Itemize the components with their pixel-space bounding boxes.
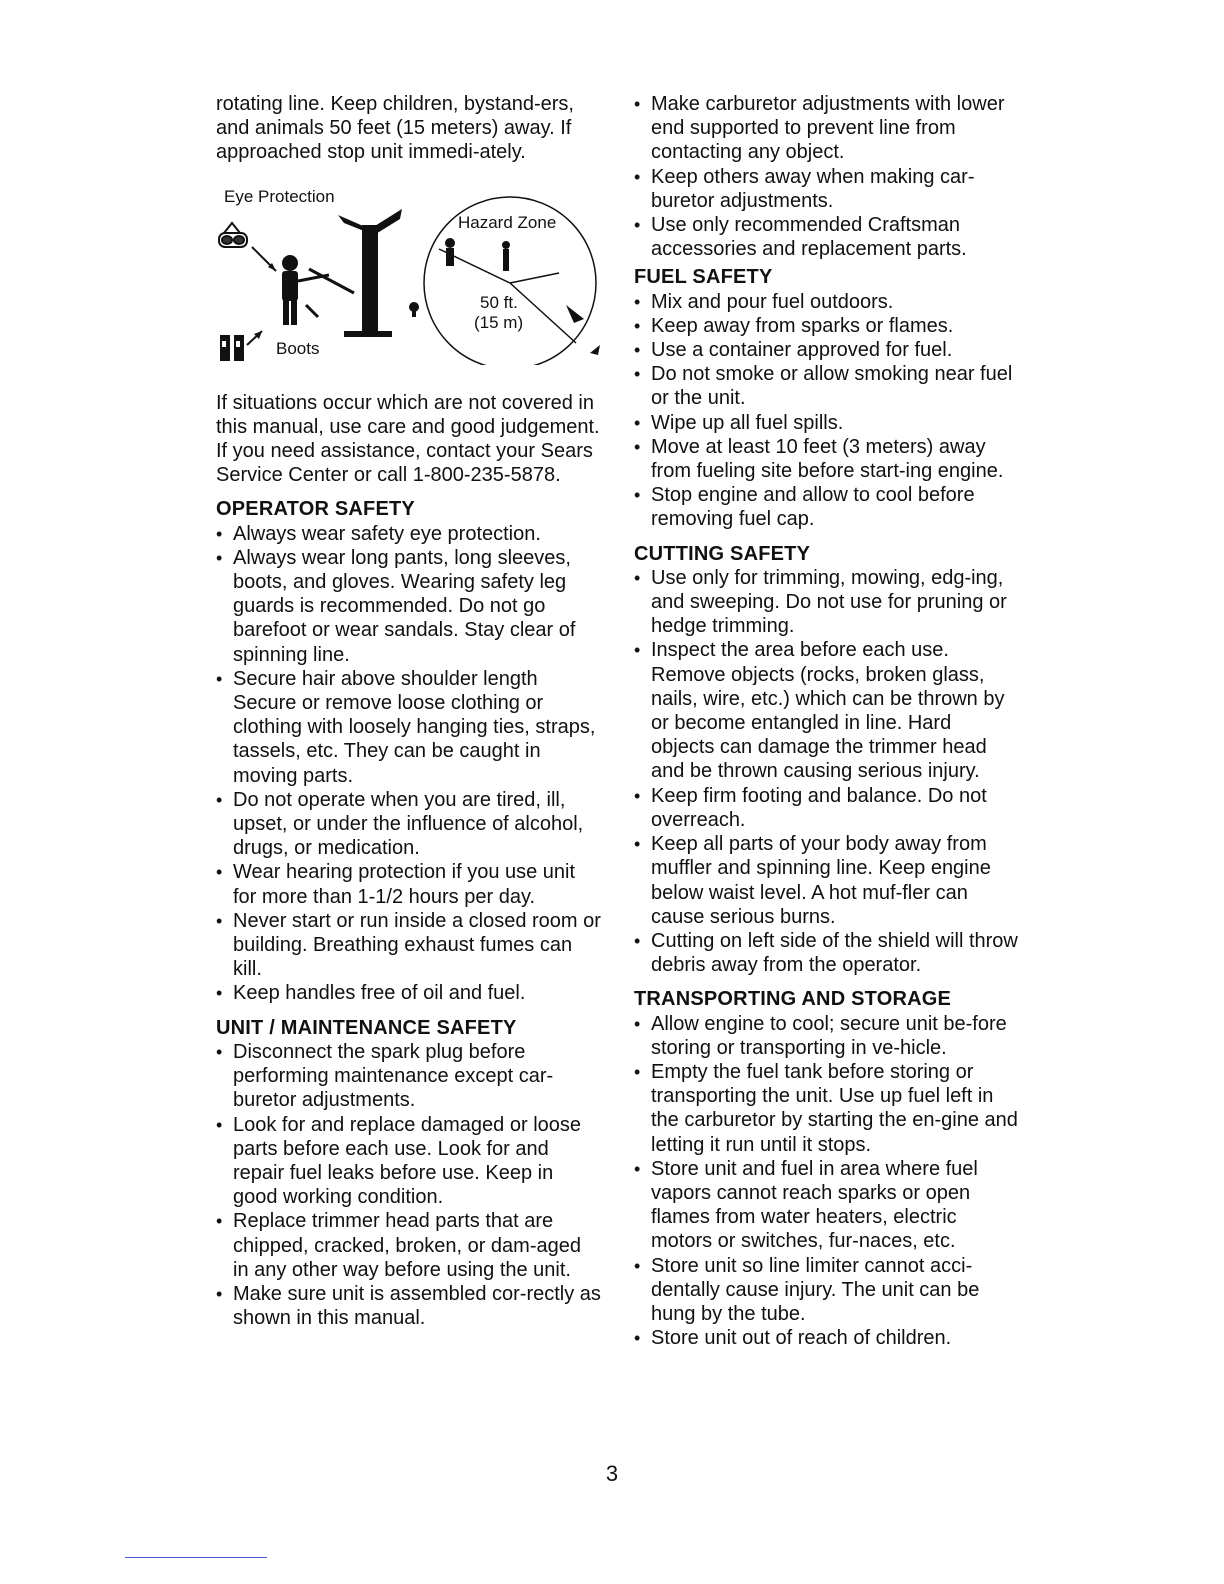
- list-item: • Use only recommended Craftsman accessories and replacement parts.: [634, 213, 1019, 261]
- bottom-rule: [125, 1557, 267, 1558]
- list-item: • Wear hearing protection if you use unit for more than 1-1/2 hours per day.: [216, 860, 601, 908]
- list-item: • Empty the fuel tank before storing or transporting the unit. Use up fuel left in the carburetor by starting the en-gine and letting it run until it stops.: [634, 1060, 1019, 1157]
- list-item: • Keep all parts of your body away from muffler and spinning line. Keep engine below waist level. A hot muf-fler can cause serious burns.: [634, 832, 1019, 929]
- list-item: • Do not smoke or allow smoking near fuel or the unit.: [634, 362, 1019, 410]
- list-item: • Make carburetor adjustments with lower end supported to prevent line from contacting any object.: [634, 92, 1019, 165]
- tree-icon: [338, 209, 402, 337]
- goggles-icon: [219, 223, 247, 247]
- fuel-safety-list: [634, 290, 1019, 532]
- list-item: • Wipe up all fuel spills.: [634, 411, 1019, 435]
- fuel-safety-heading: FUEL SAFETY: [634, 266, 773, 289]
- list-item: • Cutting on left side of the shield will throw debris away from the operator.: [634, 929, 1019, 977]
- operator-safety-list: [216, 522, 601, 1006]
- distance-ft-label: 50 ft.: [480, 292, 518, 312]
- assistance-paragraph: If situations occur which are not covered in this manual, use care and good judgement. If you need assistance, contact your Sears Service Center or call 1-800-235-5878.: [216, 391, 600, 487]
- carburetor-list: [634, 92, 1019, 261]
- list-item: • Mix and pour fuel outdoors.: [634, 290, 1019, 314]
- eye-protection-label: Eye Protection: [224, 186, 335, 206]
- list-item: • Move at least 10 feet (3 meters) away from fueling site before start-ing engine.: [634, 435, 1019, 483]
- list-item: • Always wear safety eye protection.: [216, 522, 601, 546]
- list-item: • Store unit and fuel in area where fuel vapors cannot reach sparks or open flames from water heaters, electric motors or switches, fur-naces, etc.: [634, 1157, 1019, 1254]
- distance-m-label: (15 m): [474, 312, 524, 332]
- list-item: • Allow engine to cool; secure unit be-fore storing or transporting in ve-hicle.: [634, 1012, 1019, 1060]
- right-column: [634, 92, 1019, 1350]
- list-item: • Secure hair above shoulder length Secure or remove loose clothing or clothing with loosely hanging ties, straps, tassels, etc. They can be caught in moving parts.: [216, 667, 601, 788]
- list-item: • Make sure unit is assembled cor-rectly as shown in this manual.: [216, 1282, 601, 1330]
- list-item: • Keep handles free of oil and fuel.: [216, 981, 601, 1005]
- list-item: • Look for and replace damaged or loose parts before each use. Look for and repair fuel leaks before use. Keep in good working condition.: [216, 1113, 601, 1210]
- list-item: • Never start or run inside a closed room or building. Breathing exhaust fumes can kill.: [216, 909, 601, 982]
- hazard-zone-label: Hazard Zone: [458, 212, 557, 232]
- cutting-safety-list: [634, 566, 1019, 977]
- cutting-safety-heading: CUTTING SAFETY: [634, 542, 811, 565]
- list-item: • Store unit so line limiter cannot acci-dentally cause injury. The unit can be hung by the tube.: [634, 1254, 1019, 1327]
- list-item: • Keep others away when making car-buretor adjustments.: [634, 165, 1019, 213]
- page-number: 3: [605, 1461, 619, 1486]
- safety-illustration: [214, 185, 604, 365]
- list-item: • Replace trimmer head parts that are chipped, cracked, broken, or dam-aged in any other way before using the unit.: [216, 1209, 601, 1282]
- maintenance-safety-heading: UNIT / MAINTENANCE SAFETY: [216, 1016, 517, 1039]
- list-item: • Do not operate when you are tired, ill, upset, or under the influence of alcohol, drugs, or medication.: [216, 788, 601, 861]
- left-column: [216, 92, 601, 1330]
- boots-icon: [220, 335, 244, 361]
- list-item: • Stop engine and allow to cool before removing fuel cap.: [634, 483, 1019, 531]
- list-item: • Keep away from sparks or flames.: [634, 314, 1019, 338]
- transport-storage-heading: TRANSPORTING AND STORAGE: [634, 988, 952, 1011]
- list-item: • Use a container approved for fuel.: [634, 338, 1019, 362]
- operator-icon: [282, 255, 354, 325]
- safety-figure: [214, 185, 604, 365]
- maintenance-safety-list: [216, 1040, 601, 1330]
- list-item: • Inspect the area before each use. Remove objects (rocks, broken glass, nails, wire, etc.) which can be thrown by or become entangled in line. Hard objects can damage the trimmer head and be thrown causing serious injury.: [634, 638, 1019, 783]
- list-item: • Store unit out of reach of children.: [634, 1326, 1019, 1350]
- list-item: • Always wear long pants, long sleeves, boots, and gloves. Wearing safety leg guards is recommended. Do not go barefoot or wear sandals. Stay clear of spinning line.: [216, 546, 601, 667]
- list-item: • Use only for trimming, mowing, edg-ing, and sweeping. Do not use for pruning or hedge trimming.: [634, 566, 1019, 639]
- list-item: • Keep firm footing and balance. Do not overreach.: [634, 784, 1019, 832]
- operator-safety-heading: OPERATOR SAFETY: [216, 498, 415, 521]
- list-item: • Disconnect the spark plug before performing maintenance except car-buretor adjustments.: [216, 1040, 601, 1113]
- transport-storage-list: [634, 1012, 1019, 1351]
- intro-paragraph: rotating line. Keep children, bystand-ers, and animals 50 feet (15 meters) away. If approached stop unit immedi-ately.: [216, 93, 574, 164]
- boots-label: Boots: [276, 338, 320, 358]
